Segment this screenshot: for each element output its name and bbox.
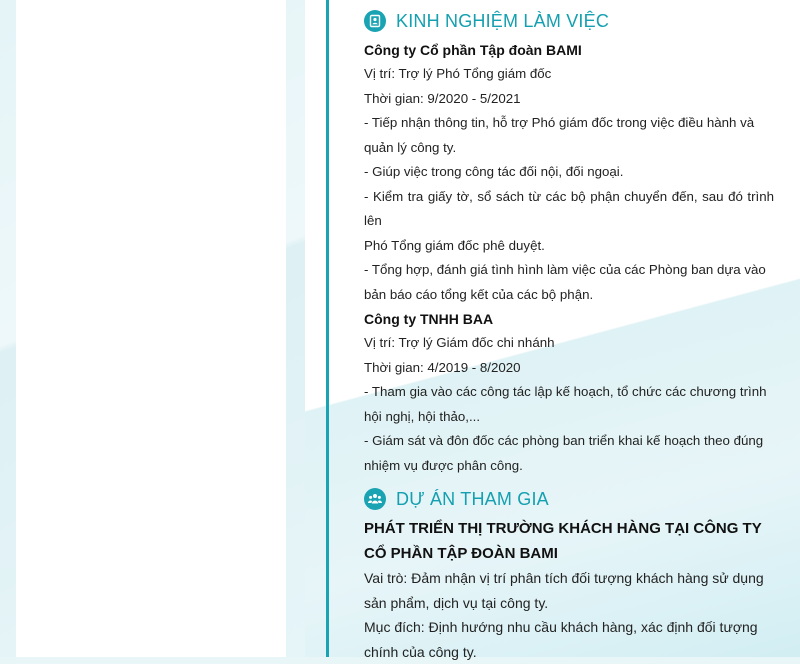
project-entry xyxy=(364,517,774,664)
project-detail-line: sản phẩm, dịch vụ tại công ty. xyxy=(364,591,774,616)
project-title-line: CỔ PHẦN TẬP ĐOÀN BAMI xyxy=(364,542,774,567)
job-duty-line: - Kiểm tra giấy tờ, sổ sách từ các bộ phận chuyển đến, sau đó trình lên xyxy=(364,185,774,234)
job-duty-line: quản lý công ty. xyxy=(364,136,774,161)
job-duty-line: bản báo cáo tổng kết của các bộ phận. xyxy=(364,283,774,308)
projects-section-header xyxy=(364,484,774,514)
job-duty-line: nhiệm vụ được phân công. xyxy=(364,454,774,479)
cv-right-column xyxy=(364,6,774,664)
job-entry xyxy=(364,38,774,307)
projects-section-title: DỰ ÁN THAM GIA xyxy=(396,489,549,510)
job-entry xyxy=(364,307,774,478)
job-duty-line: - Tổng hợp, đánh giá tình hình làm việc của các Phòng ban dựa vào xyxy=(364,258,774,283)
experience-section-title: KINH NGHIỆM LÀM VIỆC xyxy=(396,11,609,32)
project-title-line: PHÁT TRIỂN THỊ TRƯỜNG KHÁCH HÀNG TẠI CÔNG TY xyxy=(364,517,774,542)
job-time: Thời gian: 9/2020 - 5/2021 xyxy=(364,87,774,112)
project-detail-line: Mục đích: Định hướng nhu cầu khách hàng, xác định đối tượng xyxy=(364,615,774,640)
job-time: Thời gian: 4/2019 - 8/2020 xyxy=(364,356,774,381)
job-company: Công ty TNHH BAA xyxy=(364,307,774,331)
job-company: Công ty Cổ phần Tập đoàn BAMI xyxy=(364,38,774,62)
job-position: Vị trí: Trợ lý Giám đốc chi nhánh xyxy=(364,331,774,356)
job-duty-line: - Tiếp nhận thông tin, hỗ trợ Phó giám đốc trong việc điều hành và xyxy=(364,111,774,136)
project-detail-line: Vai trò: Đảm nhận vị trí phân tích đối tượng khách hàng sử dụng xyxy=(364,566,774,591)
timeline-divider xyxy=(326,0,329,657)
left-column-card xyxy=(16,0,286,657)
job-duty-line: - Tham gia vào các công tác lập kế hoạch, tổ chức các chương trình xyxy=(364,380,774,405)
job-position: Vị trí: Trợ lý Phó Tổng giám đốc xyxy=(364,62,774,87)
id-badge-icon xyxy=(364,10,386,32)
project-detail-line: chính của công ty. xyxy=(364,640,774,664)
team-icon xyxy=(364,488,386,510)
job-duty-line: Phó Tổng giám đốc phê duyệt. xyxy=(364,234,774,259)
job-duty-line: hội nghị, hội thảo,... xyxy=(364,405,774,430)
experience-section-header xyxy=(364,6,774,36)
job-duty-line: - Giám sát và đôn đốc các phòng ban triển khai kế hoạch theo đúng xyxy=(364,429,774,454)
job-duty-line: - Giúp việc trong công tác đối nội, đối ngoại. xyxy=(364,160,774,185)
